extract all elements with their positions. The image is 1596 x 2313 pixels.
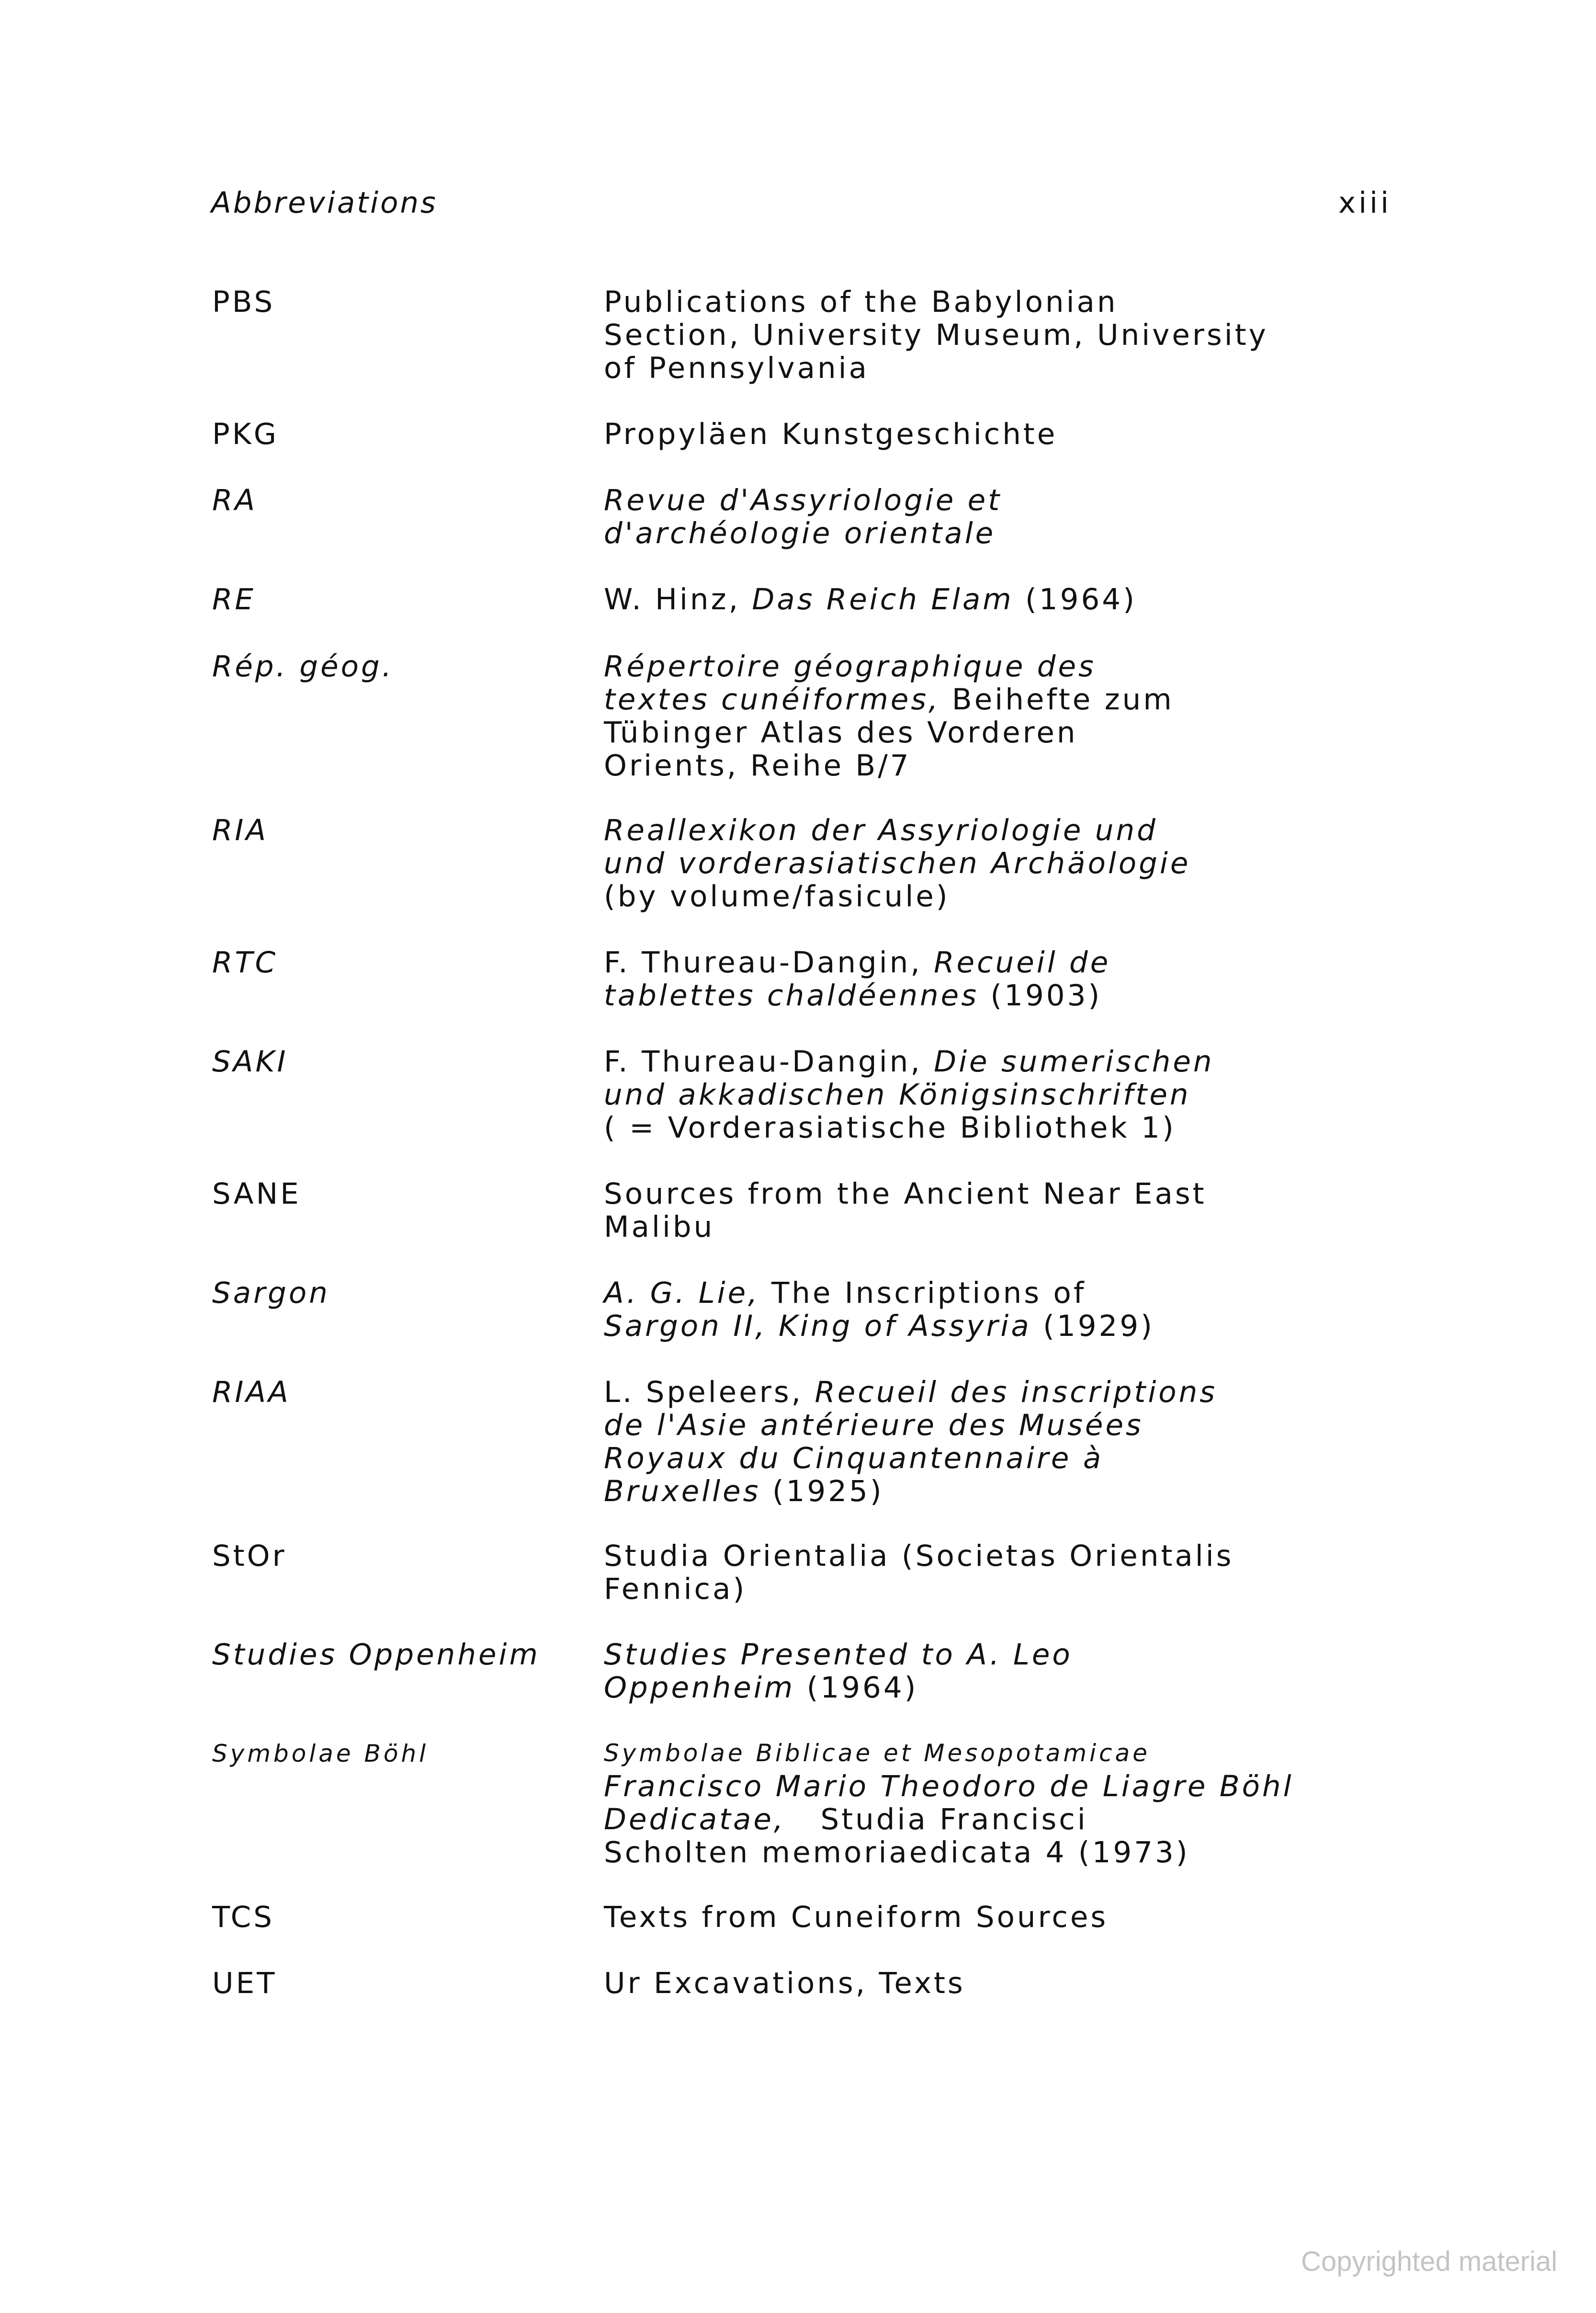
expansion-line: Répertoire géographique des	[604, 649, 1096, 684]
title: Recueil des inscriptions	[815, 1375, 1218, 1409]
title: Das Reich Elam	[752, 582, 1014, 616]
running-head: Abbreviations	[211, 186, 438, 220]
year: (1964)	[806, 1671, 918, 1705]
expansion-line: Francisco Mario Theodoro de Liagre Böhl	[604, 1769, 1294, 1803]
expansion-line	[604, 1475, 1313, 1508]
author: A. G. Lie,	[604, 1276, 760, 1310]
list-item	[212, 650, 1313, 814]
copyright-watermark: Copyrighted material	[1301, 2246, 1558, 2277]
author: F. Thureau-Dangin,	[604, 946, 922, 980]
expansion-line: Royaux du Cinquantennaire à	[604, 1441, 1104, 1475]
expansion	[604, 583, 1313, 650]
series: Studia Francisci	[820, 1802, 1088, 1836]
abbreviation: RIAA	[212, 1375, 291, 1409]
expansion	[604, 814, 1313, 946]
expansion	[604, 1177, 1313, 1276]
list-item	[212, 1276, 1313, 1376]
abbreviation: Rép. géog.	[212, 649, 394, 684]
year: (1929)	[1043, 1309, 1155, 1343]
expansion-line: Tübinger Atlas des Vorderen	[604, 716, 1078, 750]
title: textes cunéiformes,	[604, 683, 940, 717]
expansion-line: of Pennsylvania	[604, 351, 869, 385]
abbreviation: Sargon	[212, 1276, 330, 1310]
title: Oppenheim	[604, 1671, 795, 1705]
list-item	[212, 1901, 1313, 1967]
abbreviation: RA	[212, 483, 258, 517]
expansion-line	[604, 1376, 1313, 1409]
expansion	[604, 1045, 1313, 1177]
expansion-line: Ur Excavations, Texts	[604, 1966, 965, 2000]
expansion	[604, 285, 1313, 418]
abbreviation: SAKI	[212, 1045, 288, 1079]
expansion	[604, 1638, 1313, 1737]
expansion-line: Sources from the Ancient Near East	[604, 1177, 1207, 1211]
expansion-line	[604, 683, 1313, 716]
expansion-line: Scholten memoriaedicata 4 (1973)	[604, 1835, 1190, 1869]
list-item	[212, 285, 1313, 418]
abbreviation: RTC	[212, 946, 278, 980]
abbreviation: StOr	[212, 1539, 287, 1573]
title: Die sumerischen	[934, 1045, 1214, 1079]
expansion-line: d'archéologie orientale	[604, 516, 996, 550]
list-item	[212, 946, 1313, 1045]
list-item	[212, 1539, 1313, 1638]
list-item	[212, 583, 1313, 650]
expansion-line: Fennica)	[604, 1572, 747, 1606]
expansion-line	[604, 583, 1313, 616]
expansion	[604, 1737, 1313, 1901]
list-item	[212, 1376, 1313, 1539]
expansion	[604, 1276, 1313, 1376]
year: (1925)	[772, 1474, 884, 1508]
expansion-line	[604, 1276, 1313, 1310]
expansion	[604, 484, 1313, 583]
author: W. Hinz,	[604, 582, 740, 616]
list-item	[212, 1967, 1313, 2033]
expansion-line: (by volume/fasicule)	[604, 879, 950, 913]
expansion-line	[604, 1310, 1313, 1343]
expansion-line	[604, 979, 1313, 1012]
title: Dedicatae,	[604, 1802, 786, 1836]
list-item	[212, 1177, 1313, 1276]
expansion	[604, 946, 1313, 1045]
expansion	[604, 1376, 1313, 1539]
list-item	[212, 814, 1313, 946]
expansion-line: und vorderasiatischen Archäologie	[604, 846, 1191, 880]
expansion-line: Studies Presented to A. Leo	[604, 1638, 1073, 1672]
expansion-line: de l'Asie antérieure des Musées	[604, 1408, 1143, 1442]
list-item	[212, 418, 1313, 484]
title: The Inscriptions of	[771, 1276, 1087, 1310]
expansion	[604, 1901, 1313, 1967]
expansion-line: Publications of the Babylonian	[604, 285, 1118, 319]
abbreviations-list	[212, 285, 1313, 2033]
page-number: xiii	[1338, 186, 1392, 220]
author: L. Speleers,	[604, 1375, 803, 1409]
expansion-line: Studia Orientalia (Societas Orientalis	[604, 1539, 1234, 1573]
expansion-line: Propyläen Kunstgeschichte	[604, 417, 1058, 451]
abbreviation: SANE	[212, 1177, 301, 1211]
title: Recueil de	[934, 946, 1111, 980]
title: tablettes chaldéennes	[604, 979, 979, 1013]
list-item	[212, 484, 1313, 583]
title: Bruxelles	[604, 1474, 761, 1508]
expansion-line: und akkadischen Königsinschriften	[604, 1078, 1191, 1112]
abbreviation: PBS	[212, 285, 275, 319]
abbreviation: TCS	[212, 1900, 275, 1934]
expansion-line: Revue d'Assyriologie et	[604, 483, 1002, 517]
series: Beihefte zum	[951, 683, 1174, 717]
expansion-line: Reallexikon der Assyriologie und	[604, 813, 1158, 847]
abbreviation: RE	[212, 582, 256, 616]
list-item	[212, 1045, 1313, 1177]
expansion	[604, 418, 1313, 484]
expansion-line	[604, 1671, 1313, 1704]
year: (1964)	[1025, 582, 1137, 616]
expansion-line	[604, 1045, 1313, 1078]
expansion-line: ( = Vorderasiatische Bibliothek 1)	[604, 1111, 1176, 1145]
expansion-line: Orients, Reihe B/7	[604, 749, 911, 783]
expansion-line	[604, 1803, 1313, 1836]
abbreviation: UET	[212, 1966, 277, 2000]
expansion-line: Section, University Museum, University	[604, 318, 1268, 352]
abbreviation: RIA	[212, 813, 269, 847]
expansion-line: Texts from Cuneiform Sources	[604, 1900, 1109, 1934]
expansion-line: Symbolae Biblicae et Mesopotamicae	[604, 1739, 1150, 1767]
expansion	[604, 650, 1313, 814]
year: (1903)	[990, 979, 1102, 1013]
expansion	[604, 1967, 1313, 2033]
list-item	[212, 1638, 1313, 1737]
author: F. Thureau-Dangin,	[604, 1045, 922, 1079]
expansion-line	[604, 946, 1313, 979]
abbreviation: Studies Oppenheim	[212, 1638, 540, 1672]
abbreviation: PKG	[212, 417, 279, 451]
abbreviation: Symbolae Böhl	[212, 1740, 429, 1767]
expansion-line: Malibu	[604, 1210, 715, 1244]
title: Sargon II, King of Assyria	[604, 1309, 1031, 1343]
expansion	[604, 1539, 1313, 1638]
list-item	[212, 1737, 1313, 1901]
